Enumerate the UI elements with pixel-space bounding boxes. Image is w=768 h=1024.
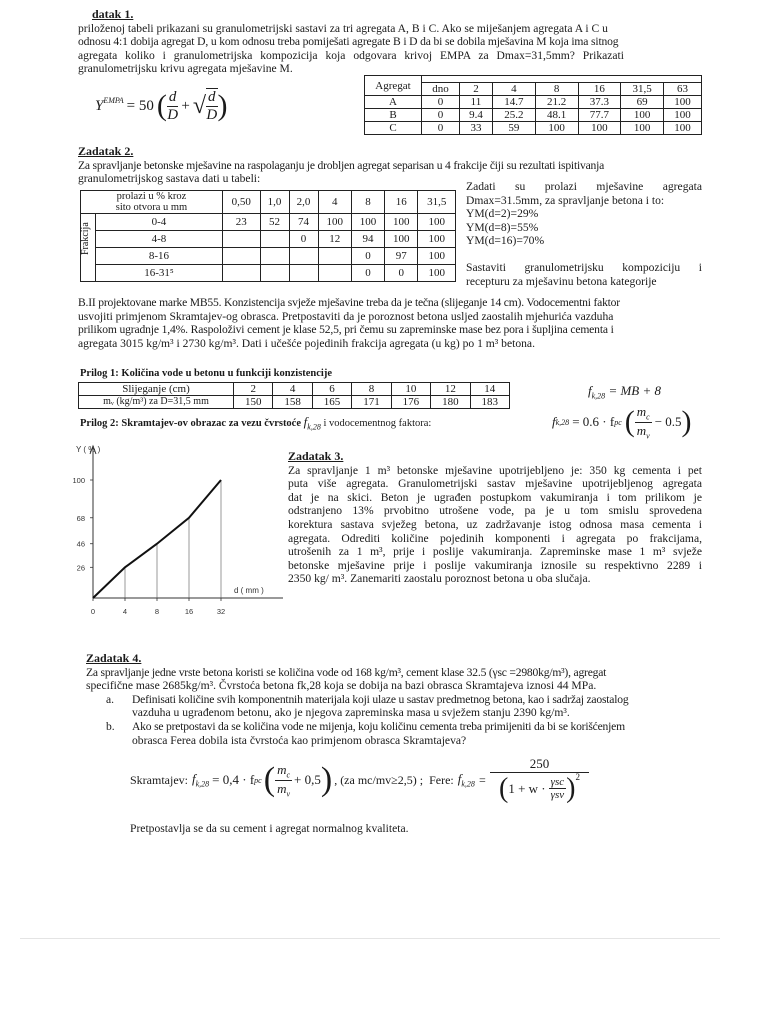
task1-block (78, 8, 700, 76)
p1-cell: 180 (431, 396, 470, 409)
empa-sqrt: √ (192, 92, 206, 119)
empa-sup: EMPA (103, 95, 124, 105)
t1-cell: 21.2 (535, 96, 578, 109)
eq2-mid: = 0.6 · f (572, 414, 615, 429)
t2-cell: 0 (289, 231, 318, 248)
eq2-lparen: ( (624, 405, 635, 438)
t1-cell: 33 (459, 122, 492, 135)
task4-formulas (130, 750, 589, 810)
task2-right-line: YM(d=8)=55% (466, 220, 539, 234)
task2-right-block (466, 180, 702, 288)
t1-cell: 9.4 (459, 109, 492, 122)
eq2-num (635, 404, 652, 423)
eq1-f: f (588, 383, 592, 398)
table-row (81, 231, 456, 248)
fere-num: 250 (490, 756, 590, 773)
empa-sqrt-num: d (208, 89, 216, 105)
p1-cell: 2 (234, 383, 273, 396)
skr-tail: + 0,5 (294, 772, 321, 787)
task4-a-line: Definisati količine svih komponentnih materijala koji ulaze u sastav predmetnog betona, kao i sadržaj zaostalog (132, 692, 629, 706)
eq2-frac (635, 404, 652, 440)
table-row (365, 122, 702, 135)
t1-hdr: 4 (492, 83, 535, 96)
fere-eq: = (478, 772, 486, 787)
fere-lparen: ( (498, 772, 509, 804)
skr-mc: m (277, 761, 287, 777)
t1-cell: 100 (535, 122, 578, 135)
eq1-rhs: = MB + 8 (608, 383, 662, 398)
t1-cell: 100 (664, 122, 702, 135)
task4-heading: Zadatak 4. (86, 651, 142, 665)
p1-cell: 183 (470, 396, 509, 409)
t1-hdr: 2 (459, 83, 492, 96)
task2-heading: Zadatak 2. (78, 144, 134, 158)
t2-cell: 0 (385, 265, 418, 282)
t2-hdr-label (81, 191, 223, 214)
table-row (81, 214, 456, 231)
t2-cell (289, 248, 318, 265)
task2-table (80, 190, 456, 282)
t1-cell: 69 (621, 96, 664, 109)
task1-line-1: priloženoj tabeli prikazani su granulometrijski sastavi za tri agregata A, B i C. Ako se miješanjem agregata A i C u (78, 21, 608, 35)
t2-row-label: 16-31⁵ (96, 265, 223, 282)
task3-line: Za spravljanje 1 m³ betonske mješavine upotrijebljeno je: 350 kg cementa i pet (288, 463, 702, 477)
y-tick-label: 26 (76, 563, 85, 573)
t1-cell: 0 (422, 96, 460, 109)
p1-cell: 10 (391, 383, 430, 396)
t2-sieve: 4 (318, 191, 351, 214)
p1-cell: 4 (273, 383, 312, 396)
t2-cell: 100 (418, 265, 456, 282)
t1-cell: 100 (664, 96, 702, 109)
empa-eq: = 50 (126, 97, 154, 114)
table-row (365, 96, 702, 109)
x-tick-label: 32 (216, 607, 226, 616)
t2-cell (260, 231, 289, 248)
task4-block (86, 652, 706, 747)
p1-cell: 176 (391, 396, 430, 409)
task4-line: specifične mase 2685kg/m³. Čvrstoća betona fk,28 koja se dobija na bazi obrasca Skramtajeva iznosi 44 MPa. (86, 679, 597, 693)
task3-line: 2350 kg/ m³. Zanemariti zaostalu poroznost betona u oba slučaja. (288, 572, 591, 586)
skr-pc: pc (254, 775, 262, 785)
prilog2-eq1 (588, 383, 661, 401)
t2-hdr2: sito otvora u mm (115, 202, 188, 213)
y-axis-label: Y ( % ) (76, 445, 101, 454)
t1-hdr-top (422, 76, 702, 83)
t2-cell (260, 265, 289, 282)
empa-sqrt-frac (206, 88, 218, 124)
table-row (81, 248, 456, 265)
skr-rparen: ) (320, 761, 333, 798)
y-tick-label: 68 (76, 513, 85, 523)
prilog2-sub: k,28 (307, 422, 321, 432)
t1-cell: 11 (459, 96, 492, 109)
eq2-pc: pc (614, 417, 622, 427)
empa-den: D (167, 106, 179, 123)
t2-cell: 100 (385, 231, 418, 248)
y-tick-label: 100 (72, 476, 85, 485)
spacer (466, 248, 702, 261)
t2-row-label: 0-4 (96, 214, 223, 231)
table-row (81, 265, 456, 282)
t1-cell: 48.1 (535, 109, 578, 122)
t2-cell (260, 248, 289, 265)
task4-b-line: obrasca Ferea dobila ista čvrstoća kao primjenom obrasca Skramtajeva? (132, 733, 467, 747)
table-row (79, 396, 510, 409)
p1-cell: 171 (352, 396, 391, 409)
t1-cell: 14.7 (492, 96, 535, 109)
t1-cell: A (365, 96, 422, 109)
t2-cell (318, 248, 351, 265)
t2-cell: 100 (418, 231, 456, 248)
prilog2-fk (303, 414, 321, 432)
t2-cell: 0 (351, 248, 384, 265)
t2-cell (222, 231, 260, 248)
empa-lparen: ( (156, 89, 167, 122)
skr-den (275, 781, 292, 799)
task4-a-text (132, 693, 628, 720)
empa-sqrt-den: D (206, 107, 218, 123)
eq2-rparen: ) (681, 405, 692, 438)
p1-cell: 158 (273, 396, 312, 409)
task2-cont-line: prilikom ugradnje 1,4%. Raspoloživi cement je klase 52,5, pri čemu su zapreminske mase bez pora i šupljina cementa i (78, 323, 614, 337)
t2-cell: 97 (385, 248, 418, 265)
skr-fk: f (191, 771, 196, 787)
task2-line-2: granulometrijskog sastava dati u tabeli: (78, 172, 261, 186)
p1-cell: 165 (312, 396, 351, 409)
t2-cell: 0 (351, 265, 384, 282)
t2-cell: 74 (289, 214, 318, 231)
task2-cont-line: agregata 3015 kg/m³ i 2730 kg/m³. Dati i učešće pojedinih frakcija agregata (u kg) po 1 m³ betona. (78, 336, 535, 350)
fere-den (490, 773, 590, 805)
table-row (365, 109, 702, 122)
task3-line: odstranjeno 13% prvobitno utrošene vode, pa je u tom smislu sprovedena (288, 504, 702, 518)
task2-right-line: YM(d=2)=29% (466, 207, 539, 221)
task3-line: betonske mješavine prije i poslije vakumiranja iznosile su respektivno 2289 i (288, 558, 702, 572)
t2-sieve: 8 (351, 191, 384, 214)
t1-cell: 25.2 (492, 109, 535, 122)
empa-y: Y (95, 97, 104, 114)
table-row (79, 383, 510, 396)
task2-right-line: Sastaviti granulometrijsku kompoziciju i (466, 260, 702, 274)
t1-cell: 77.7 (578, 109, 621, 122)
p1-cell: 12 (431, 383, 470, 396)
empa-plus: + (181, 97, 190, 114)
x-tick-label: 0 (90, 607, 96, 616)
p1-cell: 14 (470, 383, 509, 396)
task2-cont-block (78, 296, 702, 350)
fere-label: Fere: (429, 772, 454, 787)
task2-right-line: Zadati su prolazi mješavine agregata (466, 180, 702, 193)
skr-mid: = 0,4 · f (212, 772, 255, 787)
task3-line: korektura sastava svježeg betona, uz zadržavanje istog odnosa masa cementa i (288, 517, 702, 531)
fere-gamma (549, 776, 567, 801)
eq2-mv-sub: v (646, 431, 650, 441)
task4-b-text (132, 720, 625, 747)
fere-gsc: γsc (550, 776, 565, 788)
prilog2-eq2 (552, 404, 692, 440)
eq1-sub: k,28 (591, 391, 606, 401)
task3-line: dat je na skici. Beton je ugrađen postupkom vakumiranja i tom prilikom je (288, 490, 702, 504)
t1-cell: 100 (664, 109, 702, 122)
task1-line-3: agregata koliko i granulometrijska kompozicija koja odgovara krivoj EMPA za Dmax=31,5mm? Prikazati (78, 48, 624, 62)
t2-sieve: 16 (385, 191, 418, 214)
t2-hdr1: prolazi u % kroz (116, 191, 187, 202)
t1-cell: 100 (578, 122, 621, 135)
t1-cell: 0 (422, 109, 460, 122)
empa-formula (95, 88, 228, 124)
chart-layer (72, 445, 283, 616)
skr-fk-sub: k,28 (195, 779, 210, 789)
t2-cell: 100 (318, 214, 351, 231)
t1-cell: 0 (422, 122, 460, 135)
p1-row-label: Slijeganje (cm) (79, 383, 234, 396)
t1-cell: 100 (621, 109, 664, 122)
empa-frac (167, 89, 179, 124)
t2-cell (222, 265, 260, 282)
prilog2-title-line (80, 414, 431, 432)
p1-cell: 6 (312, 383, 351, 396)
skr-num (275, 762, 292, 781)
t1-cell: C (365, 122, 422, 135)
t2-row-label: 4-8 (96, 231, 223, 248)
fere-den-text: 1 + w · (508, 780, 546, 796)
task2-right-line: YM(d=16)=70% (466, 234, 545, 248)
t2-sieve: 0,50 (222, 191, 260, 214)
skr-lparen: ( (263, 761, 276, 798)
task2-cont-line: B.II projektovane marke MB55. Konzistencija svježe mješavine treba da je tečna (slijeganje 14 cm). Vodocementni faktor (78, 296, 620, 309)
skr-cond: , (za mc/mv≥2,5) ; (334, 772, 424, 787)
task3-line: puta više agregata. Granulometrijski sastav mješavine upotrijebljenog agregata (288, 477, 702, 491)
t2-sieve: 1,0 (260, 191, 289, 214)
fere-f (458, 771, 475, 789)
skr-label: Skramtajev: (130, 772, 188, 787)
t2-cell: 100 (385, 214, 418, 231)
fere-gsv: γsv (550, 789, 565, 801)
task3-heading: Zadatak 3. (288, 449, 344, 463)
t2-cell (318, 265, 351, 282)
task1-line-4: granulometrijsku krivu agregata mješavine M. (78, 62, 293, 76)
fere-fk-sub: k,28 (461, 779, 475, 789)
empa-rparen: ) (217, 89, 228, 122)
task1-line-2: odnosu 4:1 dobija agregat D, u kom odnosu treba pomiješati agregate B i D da bi se dobila mješavina M koja ima sitnog (78, 35, 619, 49)
skr-frac (275, 762, 292, 798)
task2-right-line: Dmax=31.5mm, za spravljanje betona i to: (466, 193, 665, 207)
task1-table (364, 75, 702, 135)
eq2-mv: m (636, 422, 647, 438)
fere-rparen: ) (566, 772, 576, 804)
t2-cell (289, 265, 318, 282)
t2-frakcija-label: Frakcija (80, 221, 91, 255)
task4-line: Za spravljanje jedne vrste betona koristi se količina vode od 168 kg/m³, cement klase 32.5 (γsc =2980kg/m³), agregat (86, 665, 607, 679)
task1-heading: datak 1. (92, 7, 134, 21)
eq2-f: f (552, 414, 556, 429)
t2-cell: 23 (222, 214, 260, 231)
t2-cell (222, 248, 260, 265)
skr-mv: m (277, 780, 287, 796)
task4-a (106, 693, 706, 720)
t1-hdr: 16 (578, 83, 621, 96)
t2-cell: 94 (351, 231, 384, 248)
t2-frakcija-cell (81, 214, 96, 282)
task2-line-1: Za spravljanje betonske mješavine na raspolaganju je drobljen agregat separisan u 4 frakcije čiji su rezultati ispitivanja (78, 158, 605, 172)
task4-b-line: Ako se pretpostavi da se količina vode ne mijenja, koju količinu cementa treba primijeniti da bi se korišćenjem (132, 719, 625, 733)
x-tick-label: 4 (122, 607, 128, 616)
p1-cell: 150 (234, 396, 273, 409)
task2-right-line: recepturu za mješavinu betona kategorije (466, 274, 657, 288)
t2-row-label: 8-16 (96, 248, 223, 265)
t1-cell: 100 (621, 122, 664, 135)
task4-note: Pretpostavlja se da su cement i agregat normalnog kvaliteta. (130, 822, 409, 835)
skr-mv-sub: v (286, 789, 291, 799)
x-tick-label: 8 (154, 607, 160, 616)
prilog1-table (78, 382, 510, 409)
p1-cell: 8 (352, 383, 391, 396)
x-tick-label: 16 (184, 607, 194, 616)
t1-cell: B (365, 109, 422, 122)
fere-pow: 2 (575, 771, 580, 782)
task4-b-marker: b. (106, 719, 115, 733)
prilog2-title: Prilog 2: Skramtajev-ov obrazac za vezu čvrstoće (80, 418, 302, 429)
t2-sieve: 2,0 (289, 191, 318, 214)
p1-row-label: mᵥ (kg/m³) za D=31,5 mm (79, 396, 234, 409)
skr-mc-sub: c (286, 770, 291, 780)
x-axis-label: d ( mm ) (234, 586, 264, 595)
eq2-den (635, 423, 652, 441)
t1-hdr: 63 (664, 83, 702, 96)
t1-hdr-agregat: Agregat (365, 76, 422, 96)
t2-cell: 100 (418, 248, 456, 265)
prilog2-title-end: i vodocementnog faktora: (323, 418, 432, 429)
t2-cell: 100 (418, 214, 456, 231)
task2-cont-line: usvojiti primjenom Skramtajev-og obrasca. Pretpostaviti da je poroznost betona usljed zaostalih mjehurića vazduha (78, 309, 614, 323)
t1-cell: 37.3 (578, 96, 621, 109)
y-tick-label: 46 (76, 539, 85, 549)
t2-cell: 100 (351, 214, 384, 231)
task4-a-line: vazduha u ugrađenom betonu, ako je njegova zapreminska masa u svježem stanju 2390 kg/m³. (132, 706, 570, 720)
empa-num: d (168, 88, 177, 105)
t2-cell: 52 (260, 214, 289, 231)
t1-hdr: 8 (535, 83, 578, 96)
task4-b (106, 720, 706, 747)
prilog2-f: f (303, 414, 308, 429)
t2-sieve: 31,5 (418, 191, 456, 214)
scan-fold-line (20, 938, 720, 939)
fere-frac (490, 756, 590, 805)
task3-block (288, 450, 702, 586)
t1-cell: 59 (492, 122, 535, 135)
t1-hdr: 31,5 (621, 83, 664, 96)
skr-f (192, 771, 209, 789)
eq2-mc: m (636, 403, 647, 419)
eq2-sub: k,28 (555, 417, 570, 427)
prilog1-title: Prilog 1: Količina vode u betonu u funkciji konzistencije (80, 368, 333, 379)
grading-chart (56, 440, 286, 630)
task3-line: agregata. Odrediti količine pojedinih komponenti i agregata po frakcijama, (288, 531, 702, 545)
eq2-tail: − 0.5 (654, 414, 682, 429)
t1-hdr: dno (422, 83, 460, 96)
t2-cell: 12 (318, 231, 351, 248)
fere-fk: f (457, 771, 462, 787)
task4-a-marker: a. (106, 692, 115, 706)
eq2-mc-sub: c (646, 412, 650, 422)
task3-line: utrošenih za 1 m³, prije i poslije vakumiranja. Zapreminske mase 1 m³ svježe (288, 545, 702, 559)
